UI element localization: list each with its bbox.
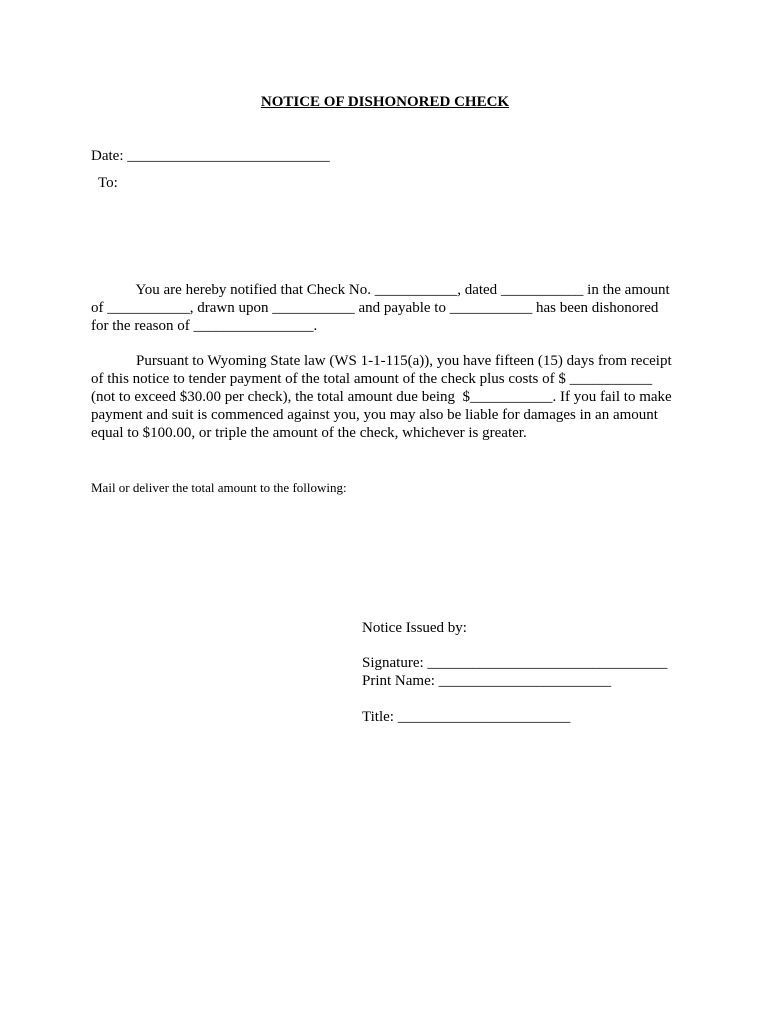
paragraph-line: for the reason of ________________. [91,318,318,334]
document-title: NOTICE OF DISHONORED CHECK [260,94,510,110]
title-field-line: Title: _______________________ [362,709,571,725]
notification-paragraph [91,281,691,335]
paragraph-line: of ___________, drawn upon ___________ and payable to ___________ has been dishonored [91,300,659,316]
paragraph-line: of this notice to tender payment of the total amount of the check plus costs of $ ___________ [91,371,653,387]
legal-paragraph [91,352,691,442]
notice-issued-by-label: Notice Issued by: [362,620,467,636]
paragraph-line: You are hereby notified that Check No. ___________, dated ___________ in the amount [91,282,670,298]
date-field-line: Date: ___________________________ [91,148,330,164]
paragraph-line: (not to exceed $30.00 per check), the total amount due being $___________. If you fail to make [91,389,672,405]
paragraph-line: equal to $100.00, or triple the amount of the check, whichever is greater. [91,425,527,441]
print-name-field-line: Print Name: _______________________ [362,673,612,689]
paragraph-line: Pursuant to Wyoming State law (WS 1-1-115(a)), you have fifteen (15) days from receipt [91,353,672,369]
mail-instructions: Mail or deliver the total amount to the following: [91,480,347,495]
paragraph-line: payment and suit is commenced against you, you may also be liable for damages in an amount [91,407,658,423]
to-label: To: [98,175,118,191]
signature-field-line: Signature: ________________________________ [362,655,668,671]
